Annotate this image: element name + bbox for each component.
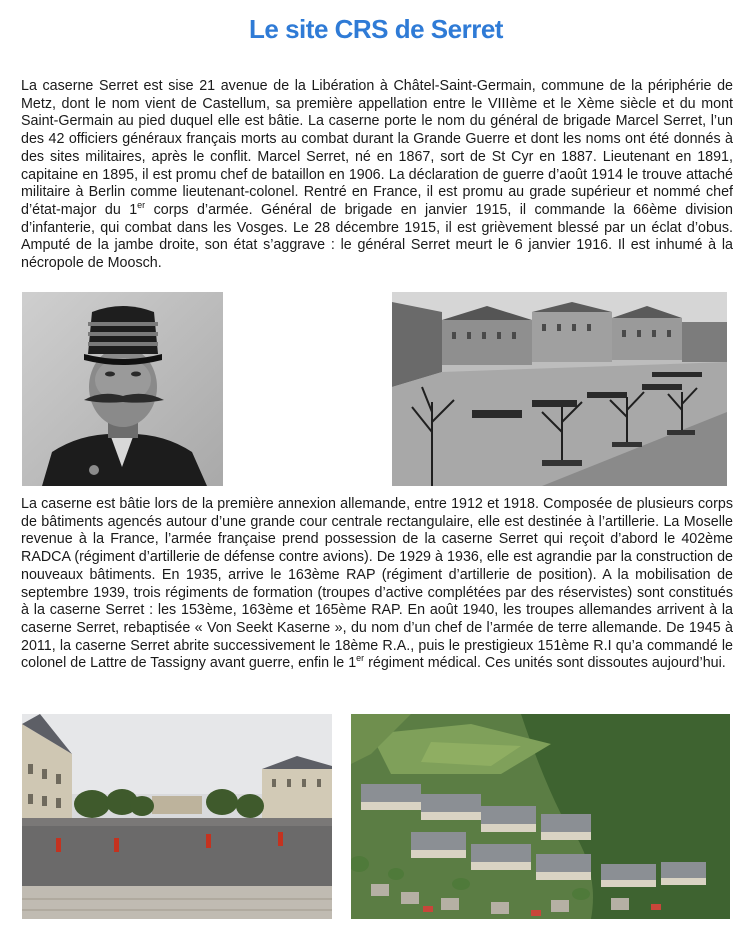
superscript: er	[137, 200, 146, 211]
page-title: Le site CRS de Serret	[249, 14, 503, 44]
aerial-view-barracks-photo	[351, 714, 730, 919]
paragraph-text: corps d’armée. Général de brigade en janvier 1915, il commande la 66ème division d’infanterie, qui combat dans les Vosges. Le 28 décembre 1915, il est grièvement blessé par un éclat d’obus. Amputé de la jambe droite, son état s’aggrave : le général Serret meurt le 6 janvier 1916. Il est inhumé à la nécropole de Moosch.	[21, 201, 733, 272]
superscript: er	[356, 653, 365, 664]
historic-courtyard-troops-photo	[392, 292, 727, 486]
parade-ground-today-photo	[22, 714, 332, 919]
paragraph-text: La caserne Serret est sise 21 avenue de la Libération à Châtel-Saint-Germain, commune de la périphérie de Metz, dont le nom vient de Castellum, sa première appellation entre le VIIIème et le Xème siècle et du mont Saint-Germain au pied duquel elle est bâtie. La caserne porte le nom du général de brigade Marcel Serret, l’un des 42 officiers généraux français morts au combat durant la Grande Guerre et dont les noms ont été donnés à des sites militaires, après le conflit. Marcel Serret, né en 1867, sort de St Cyr en 1887. Lieutenant en 1891, capitaine en 1895, il est promu chef de bataillon en 1906. La déclaration de guerre d’août 1914 le trouve attaché militaire à Berlin comme lieutenant-colonel. Rentré en France, il est promu au grade supérieur et nommé chef d’état-major du 1	[21, 78, 733, 218]
portrait-general-serret-photo	[22, 292, 223, 486]
paragraph-history-caserne	[21, 496, 733, 673]
paragraph-text: La caserne est bâtie lors de la première annexion allemande, entre 1912 et 1918. Composée de plusieurs corps de bâtiments agencés autour d’une grande cour centrale rectangulaire, elle est destinée à l’artillerie. La Moselle revenue à la France, l’armée française prend possession de la caserne Serret qui reçoit d’abord le 402ème RADCA (régiment d’artillerie de défense contre avions). De 1929 à 1936, elle est agrandie par la construction de nouveaux bâtiments. En 1935, arrive le 163ème RAP (régiment d’artillerie de position). A la mobilisation de septembre 1939, trois régiments de formation (troupes d’active complétées par des réservistes) sont constitués à la caserne Serret : les 153ème, 163ème et 165ème RAP. En août 1940, les troupes allemandes arrivent à la caserne Serret, rebaptisée « Von Seekt Kaserne », du nom d’un chef de l’armée de terre allemande. De 1945 à 2011, la caserne Serret abrite successivement le 18ème R.A., puis le prestigieux 151ème R.I qu’a commandé le colonel de Lattre de Tassigny avant guerre, enfin le 1	[21, 496, 733, 672]
paragraph-text: régiment médical. Ces unités sont dissoutes aujourd’hui.	[364, 655, 726, 672]
paragraph-history-serret	[21, 78, 733, 273]
